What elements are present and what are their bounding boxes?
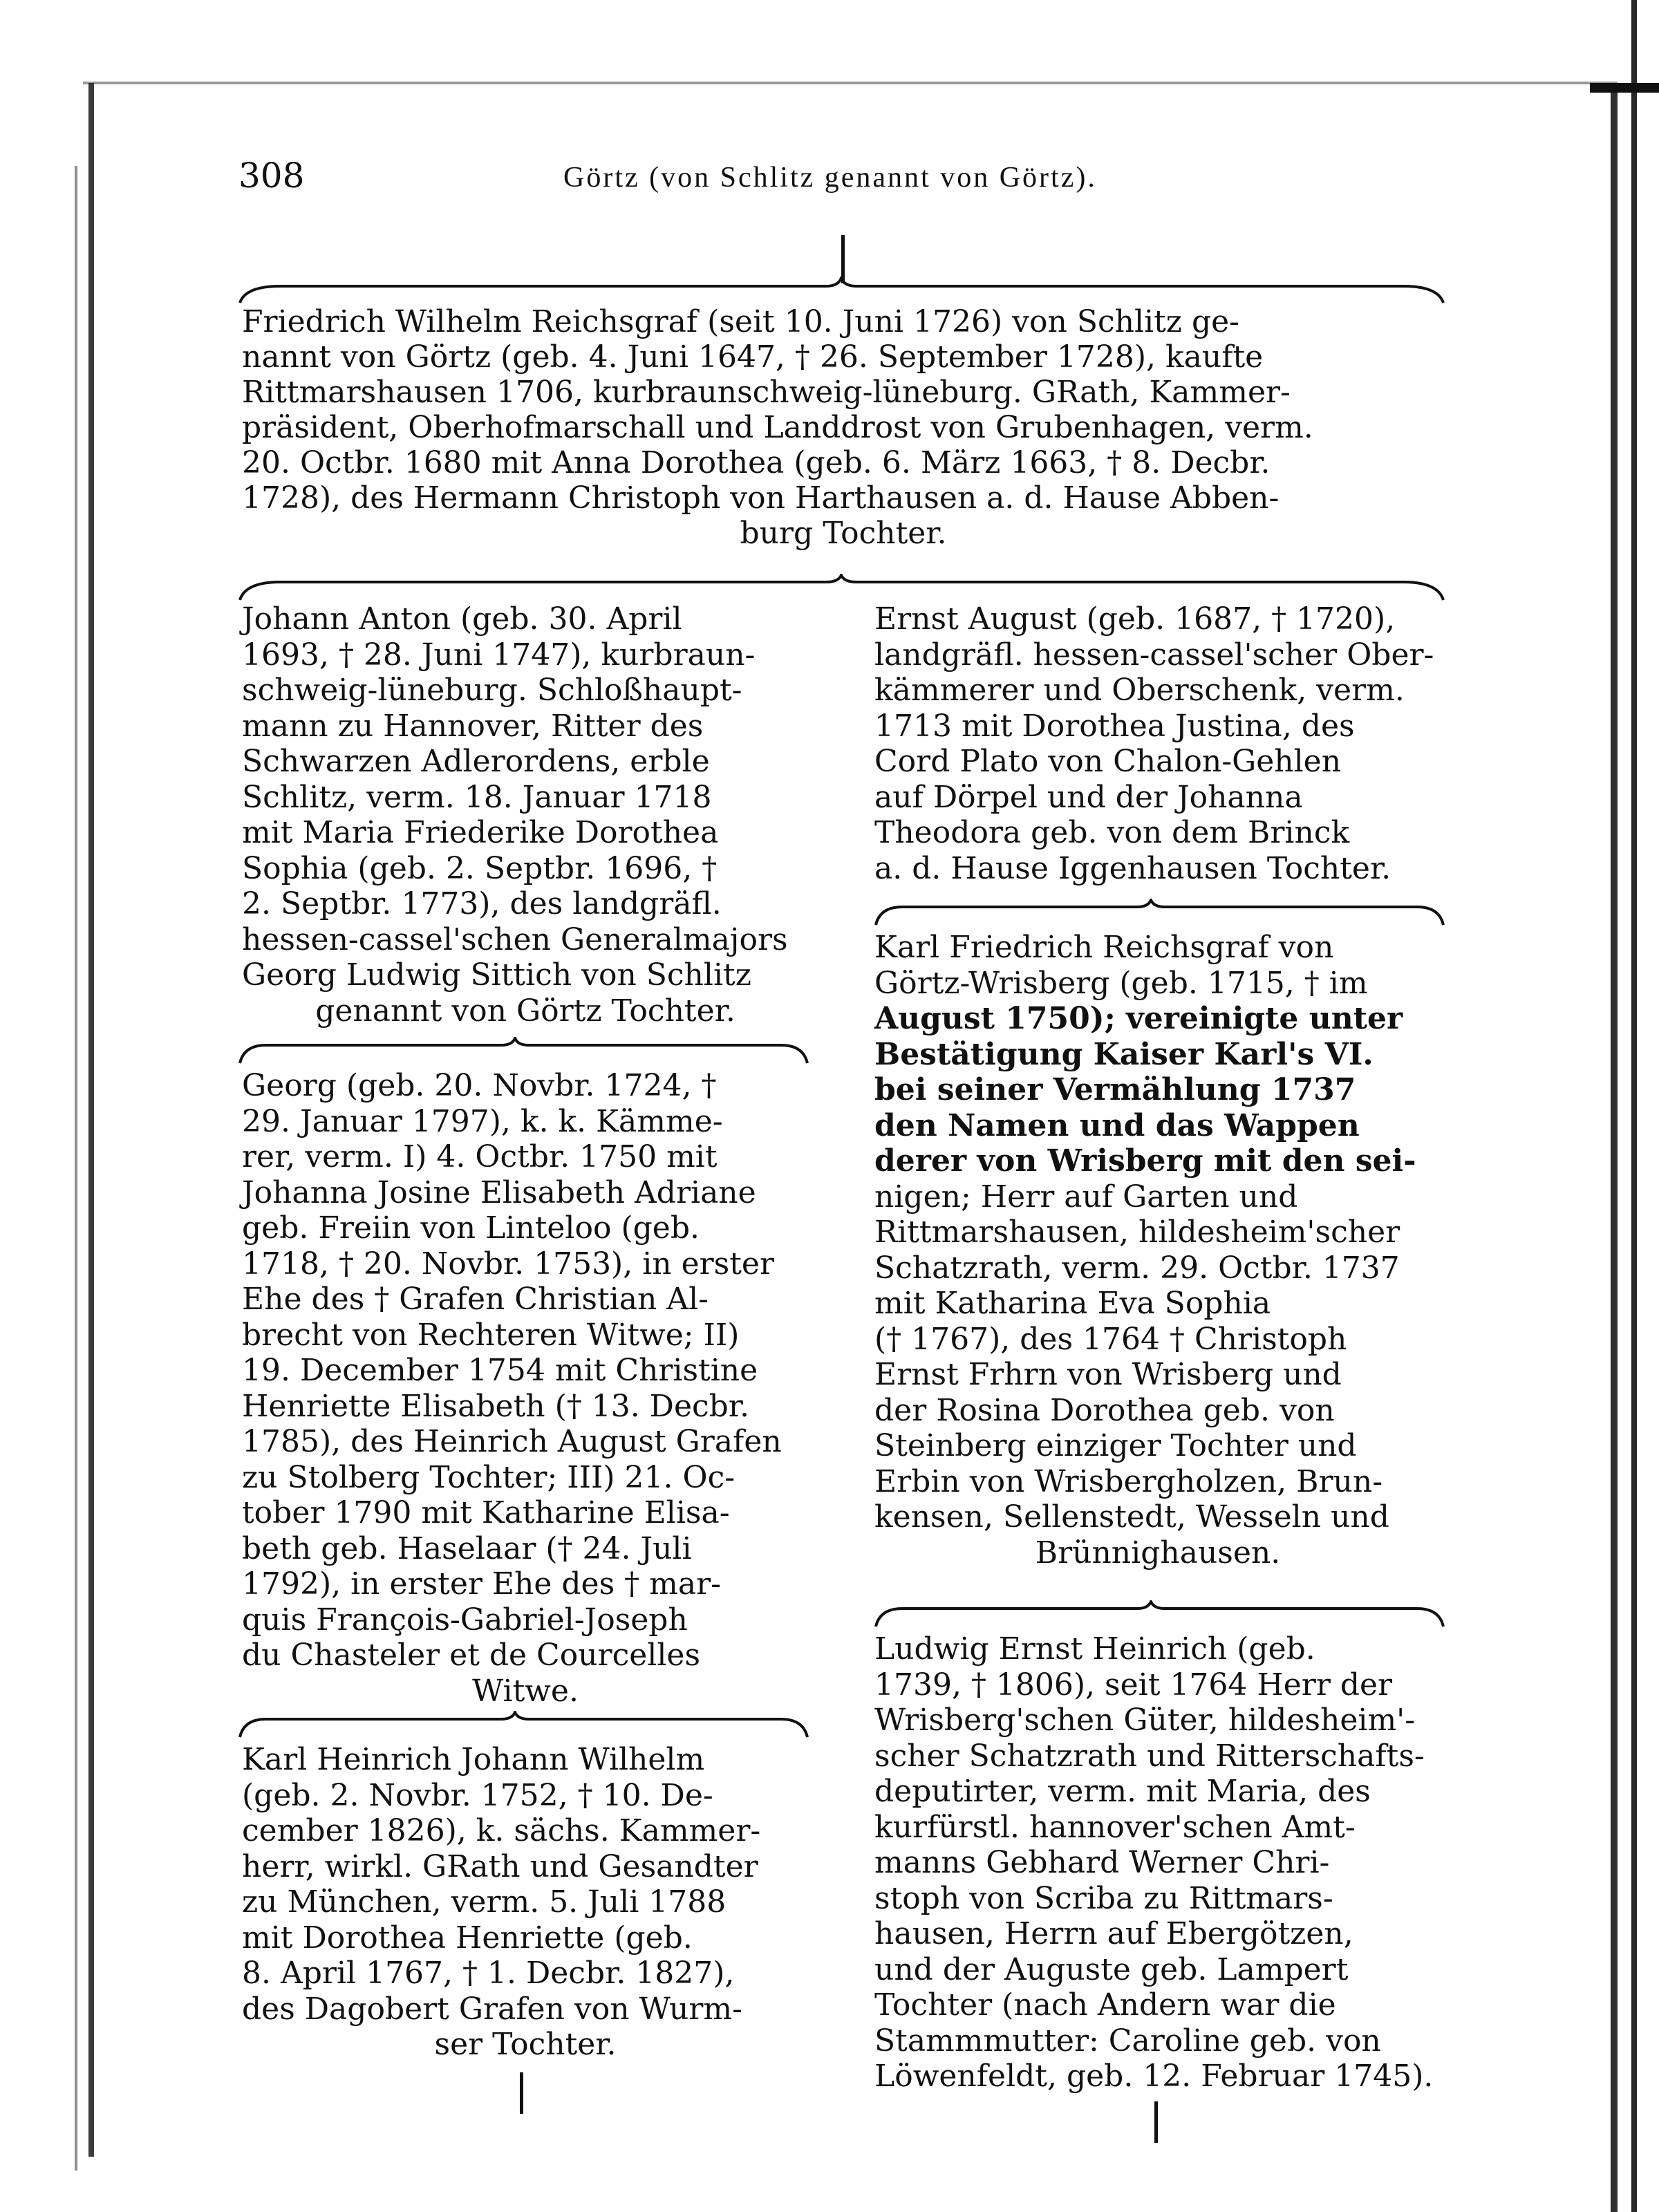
georg-line: Johanna Josine Elisabeth Adriane — [242, 1174, 756, 1210]
georg-line: Witwe. — [472, 1673, 579, 1709]
root-line: präsident, Oberhofmarschall und Landdrost von Grubenhagen, verm. — [242, 410, 1313, 445]
ludwig-line: scher Schatzrath und Ritterschafts- — [874, 1738, 1425, 1774]
ernst-august-line: 1713 mit Dorothea Justina, des — [874, 708, 1355, 744]
scan-edge-left-faint — [75, 166, 77, 2171]
ludwig-line: Wrisberg'schen Güter, hildesheim'- — [874, 1703, 1416, 1738]
georg-line: zu Stolberg Tochter; III) 21. Oc- — [242, 1459, 735, 1495]
root-line: nannt von Görtz (geb. 4. Juni 1647, † 26. September 1728), kaufte — [242, 339, 1264, 375]
ernst-august-line: Ernst August (geb. 1687, † 1720), — [874, 601, 1396, 637]
karl-friedrich-line: den Namen und das Wappen — [874, 1107, 1360, 1143]
karl-friedrich-line: Steinberg einziger Tochter und — [874, 1428, 1357, 1463]
georg-line: tober 1790 mit Katharine Elisa- — [242, 1495, 730, 1530]
georg-line: Henriette Elisabeth († 13. Decbr. — [242, 1388, 749, 1424]
karl-friedrich-line: August 1750); vereinigte unter — [874, 1001, 1403, 1036]
karl-friedrich-line: Karl Friedrich Reichsgraf von — [874, 930, 1334, 965]
entry-georg — [242, 1068, 809, 1709]
georg-line: 19. December 1754 mit Christine — [242, 1353, 758, 1388]
georg-line: 1785), des Heinrich August Grafen — [242, 1424, 782, 1459]
karl-heinrich-line: des Dagobert Grafen von Wurm- — [242, 1991, 742, 2027]
johann-line: hessen-cassel'schen Generalmajors — [242, 921, 788, 957]
karl-friedrich-line: bei seiner Vermählung 1737 — [874, 1072, 1356, 1107]
georg-line: 1718, † 20. Novbr. 1753), in erster — [242, 1246, 774, 1282]
karl-friedrich-line: nigen; Herr auf Garten und — [874, 1179, 1298, 1215]
georg-line: geb. Freiin von Linteloo (geb. — [242, 1210, 700, 1246]
ludwig-line: kurfürstl. hannover'schen Amt- — [874, 1809, 1356, 1845]
georg-line: beth geb. Haselaar († 24. Juli — [242, 1530, 692, 1566]
karl-friedrich-line: der Rosina Dorothea geb. von — [874, 1392, 1335, 1428]
johann-line: Schlitz, verm. 18. Januar 1718 — [242, 779, 712, 815]
page-number: 308 — [238, 156, 305, 196]
children-bracket — [238, 574, 1445, 601]
karl-friedrich-line: Bestätigung Kaiser Karl's VI. — [874, 1036, 1374, 1072]
scan-corner-mark — [1590, 83, 1659, 93]
root-line: burg Tochter. — [740, 516, 947, 551]
ernst-august-line: Theodora geb. von dem Brinck — [874, 815, 1350, 850]
ludwig-line: Tochter (nach Andern war die — [874, 1987, 1336, 2023]
georg-line: quis François-Gabriel-Joseph — [242, 1602, 688, 1638]
karl-heinrich-line: (geb. 2. Novbr. 1752, † 10. De- — [242, 1777, 713, 1813]
root-line: Rittmarshausen 1706, kurbraunschweig-lüneburg. GRath, Kammer- — [242, 375, 1291, 410]
karl-friedrich-line: Görtz-Wrisberg (geb. 1715, † im — [874, 965, 1368, 1001]
johann-line: genannt von Görtz Tochter. — [315, 993, 735, 1029]
karl-friedrich-line: († 1767), des 1764 † Christoph — [874, 1321, 1347, 1357]
karl-heinrich-bracket — [238, 1711, 809, 1738]
karl-friedrich-line: Brünnighausen. — [1035, 1535, 1281, 1571]
georg-bracket — [238, 1037, 809, 1065]
ludwig-line: Stammmutter: Caroline geb. von — [874, 2023, 1381, 2059]
ludwig-bracket — [874, 1600, 1445, 1628]
entry-karl-friedrich — [874, 930, 1441, 1571]
root-entry-friedrich-wilhelm — [242, 304, 1445, 551]
karl-heinrich-line: cember 1826), k. sächs. Kammer- — [242, 1813, 761, 1848]
georg-line: du Chasteler et de Courcelles — [242, 1638, 701, 1673]
ludwig-line: hausen, Herrn auf Ebergötzen, — [874, 1916, 1353, 1951]
ernst-august-line: kämmerer und Oberschenk, verm. — [874, 673, 1405, 708]
left-continuation-line — [520, 2072, 523, 2114]
karl-heinrich-line: herr, wirkl. GRath und Gesandter — [242, 1848, 758, 1884]
johann-line: Georg Ludwig Sittich von Schlitz — [242, 957, 751, 993]
georg-line: Ehe des † Grafen Christian Al- — [242, 1282, 709, 1317]
ernst-august-line: Cord Plato von Chalon-Gehlen — [874, 744, 1342, 779]
georg-line: 29. Januar 1797), k. k. Kämme- — [242, 1103, 723, 1139]
ernst-august-line: a. d. Hause Iggenhausen Tochter. — [874, 850, 1391, 886]
ludwig-line: stoph von Scriba zu Rittmars- — [874, 1880, 1333, 1916]
page-header — [238, 156, 1448, 204]
ernst-august-line: auf Dörpel und der Johanna — [874, 779, 1303, 815]
johann-line: 2. Septbr. 1773), des landgräfl. — [242, 886, 722, 921]
karl-friedrich-bracket — [874, 899, 1445, 926]
ludwig-line: Löwenfeldt, geb. 12. Februar 1745). — [874, 2059, 1434, 2094]
ludwig-line: 1739, † 1806), seit 1764 Herr der — [874, 1667, 1393, 1703]
entry-johann-anton — [242, 601, 809, 1029]
ludwig-line: Ludwig Ernst Heinrich (geb. — [874, 1631, 1315, 1667]
entry-karl-heinrich — [242, 1742, 809, 2063]
ernst-august-line: landgräfl. hessen-cassel'scher Ober- — [874, 637, 1434, 673]
georg-line: Georg (geb. 20. Novbr. 1724, † — [242, 1068, 717, 1103]
karl-heinrich-line: mit Dorothea Henriette (geb. — [242, 1920, 693, 1956]
root-bracket — [238, 276, 1445, 304]
karl-friedrich-line: kensen, Sellenstedt, Wesseln und — [874, 1499, 1389, 1535]
karl-friedrich-line: Rittmarshausen, hildesheim'scher — [874, 1215, 1400, 1250]
karl-friedrich-line: Schatzrath, verm. 29. Octbr. 1737 — [874, 1250, 1400, 1286]
scan-edge-left — [88, 83, 94, 2157]
johann-line: Sophia (geb. 2. Septbr. 1696, † — [242, 850, 718, 886]
scan-edge-top — [83, 82, 1618, 84]
karl-heinrich-line: zu München, verm. 5. Juli 1788 — [242, 1884, 727, 1920]
entry-ernst-august — [874, 601, 1441, 886]
johann-line: Johann Anton (geb. 30. April — [242, 601, 682, 637]
karl-heinrich-line: ser Tochter. — [434, 2027, 617, 2062]
karl-heinrich-line: 8. April 1767, † 1. Decbr. 1827), — [242, 1956, 735, 1991]
right-continuation-line — [1154, 2101, 1158, 2143]
karl-friedrich-line: Erbin von Wrisbergholzen, Brun- — [874, 1463, 1383, 1499]
ludwig-line: deputirter, verm. mit Maria, des — [874, 1774, 1371, 1809]
johann-line: schweig-lüneburg. Schloßhaupt- — [242, 673, 742, 708]
georg-line: brecht von Rechteren Witwe; II) — [242, 1317, 740, 1353]
karl-friedrich-line: mit Katharina Eva Sophia — [874, 1286, 1271, 1321]
ludwig-line: manns Gebhard Werner Chri- — [874, 1845, 1330, 1880]
georg-line: 1792), in erster Ehe des † mar- — [242, 1566, 721, 1602]
root-line: 1728), des Hermann Christoph von Harthausen a. d. Hause Abben- — [242, 480, 1280, 516]
scan-edge-right-outer — [1631, 0, 1637, 2212]
scan-edge-right — [1611, 83, 1618, 2212]
root-line: Friedrich Wilhelm Reichsgraf (seit 10. Juni 1726) von Schlitz ge- — [242, 304, 1240, 339]
entry-ludwig-ernst-heinrich — [874, 1631, 1441, 2094]
karl-friedrich-line: Ernst Frhrn von Wrisberg und — [874, 1357, 1342, 1392]
karl-heinrich-line: Karl Heinrich Johann Wilhelm — [242, 1742, 705, 1777]
johann-line: mit Maria Friederike Dorothea — [242, 815, 719, 850]
johann-line: 1693, † 28. Juni 1747), kurbraun- — [242, 637, 756, 673]
running-title: Görtz (von Schlitz genannt von Görtz). — [563, 162, 1097, 194]
ludwig-line: und der Auguste geb. Lampert — [874, 1951, 1349, 1987]
georg-line: rer, verm. I) 4. Octbr. 1750 mit — [242, 1139, 718, 1174]
root-line: 20. Octbr. 1680 mit Anna Dorothea (geb. 6. März 1663, † 8. Decbr. — [242, 445, 1271, 480]
karl-friedrich-line: derer von Wrisberg mit den sei- — [874, 1143, 1416, 1179]
johann-line: Schwarzen Adlerordens, erble — [242, 744, 710, 779]
johann-line: mann zu Hannover, Ritter des — [242, 708, 704, 744]
